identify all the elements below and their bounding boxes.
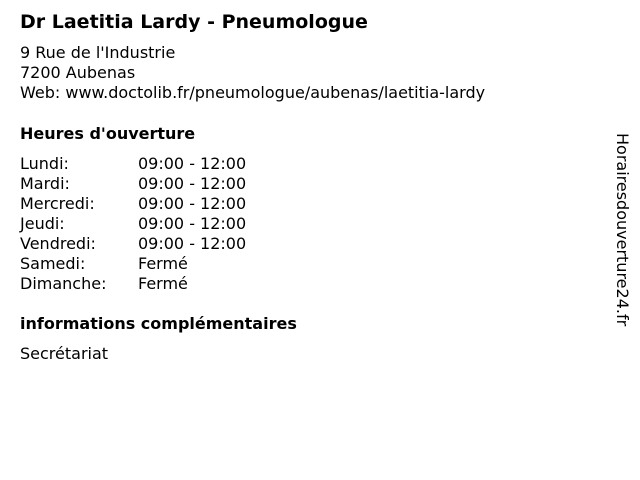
page-title: Dr Laetitia Lardy - Pneumologue [20,11,368,33]
additional-info-heading: informations complémentaires [20,314,297,333]
address-city: 7200 Aubenas [20,63,136,82]
hours-day: Dimanche: [20,274,107,293]
hours-day: Samedi: [20,254,86,273]
address-street: 9 Rue de l'Industrie [20,43,176,62]
hours-time: 09:00 - 12:00 [138,194,247,213]
hours-time: Fermé [138,274,188,293]
hours-day: Jeudi: [20,214,65,233]
hours-time: 09:00 - 12:00 [138,154,247,173]
hours-day: Vendredi: [20,234,96,253]
hours-time: Fermé [138,254,188,273]
hours-day: Mercredi: [20,194,95,213]
site-watermark: Horairesdouverture24.fr [613,133,632,327]
address-web: Web: www.doctolib.fr/pneumologue/aubenas/laetitia-lardy [20,83,486,102]
opening-hours-heading: Heures d'ouverture [20,124,196,143]
hours-time: 09:00 - 12:00 [138,234,247,253]
address-block [20,43,485,103]
additional-info-text: Secrétariat [20,344,109,363]
hours-day: Lundi: [20,154,69,173]
hours-time: 09:00 - 12:00 [138,214,247,233]
hours-day: Mardi: [20,174,70,193]
hours-time: 09:00 - 12:00 [138,174,247,193]
